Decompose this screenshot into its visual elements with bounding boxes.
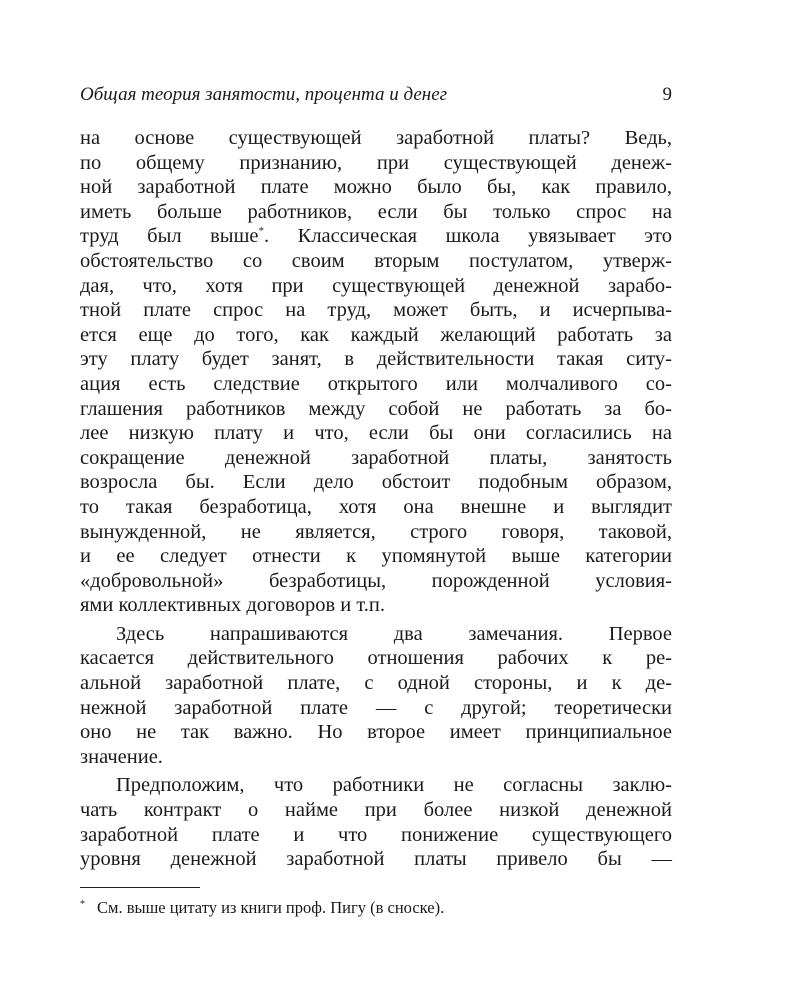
text-line: заработной плате и что понижение существующего <box>80 823 672 846</box>
text-line: оно не так важно. Но второе имеет принципиальное <box>80 721 672 744</box>
text-line: ация есть следствие открытого или молчаливого со- <box>80 372 672 395</box>
text-line: ется еще до того, как каждый желающий работать за <box>80 323 672 346</box>
text-line-with-footnote-ref <box>80 224 672 249</box>
text-line: и ее следует отнести к упомянутой выше категории <box>80 545 672 568</box>
text-line: «добровольной» безработицы, порожденной условия- <box>80 569 672 592</box>
text-line: уровня денежной заработной платы привело бы — <box>80 848 672 871</box>
text-line: по общему признанию, при существующей денеж- <box>80 151 672 174</box>
text-line: Здесь напрашиваются два замечания. Первое <box>116 622 672 645</box>
page-number: 9 <box>662 84 672 105</box>
body-text <box>80 126 672 872</box>
running-title: Общая теория занятости, процента и денег <box>80 84 448 105</box>
text-line: то такая безработица, хотя она внешне и выглядит <box>80 495 672 518</box>
text-line: возросла бы. Если дело обстоит подобным образом, <box>80 471 672 494</box>
text-line: тной плате спрос на труд, может быть, и исчерпыва- <box>80 299 672 322</box>
text-line: значение. <box>80 745 163 768</box>
text-line: ями коллективных договоров и т.п. <box>80 594 386 617</box>
text-line: нежной заработной плате — с другой; теоретически <box>80 696 672 719</box>
text-line: обстоятельство со своим вторым постулатом, утверж- <box>80 249 672 272</box>
text-line: дая, что, хотя при существующей денежной зарабо- <box>80 274 672 297</box>
text-line: альной заработной плате, с одной стороны, и к де- <box>80 672 672 695</box>
text-line: сокращение денежной заработной платы, занятость <box>80 446 672 469</box>
text-line: лее низкую плату и что, если бы они согласились на <box>80 422 672 445</box>
text-line: на основе существующей заработной платы? Ведь, <box>80 127 672 149</box>
footnote-text: См. выше цитату из книги проф. Пигу (в сноске). <box>97 898 445 917</box>
text-line: иметь больше работников, если бы только спрос на <box>80 200 672 223</box>
text-line: касается действительного отношения рабочих к ре- <box>80 647 672 670</box>
text-line: ной заработной плате можно было бы, как правило, <box>80 176 672 199</box>
text-line: Предположим, что работники не согласны заклю- <box>116 774 672 797</box>
running-head <box>80 84 672 114</box>
footnote-reference: * <box>258 225 264 238</box>
text-fragment: труд был выше <box>80 225 259 248</box>
text-fragment: . Классическая школа увязывает это <box>263 225 672 248</box>
footnote-rule <box>80 887 200 888</box>
text-line: вынужденной, не является, строго говоря, таковой, <box>80 520 672 543</box>
text-line: чать контракт о найме при более низкой денежной <box>80 799 672 822</box>
text-line: глашения работников между собой не работать за бо- <box>80 397 672 420</box>
text-line: эту плату будет занят, в действительности такая ситу- <box>80 348 672 371</box>
footnote <box>80 898 672 918</box>
footnote-mark: * <box>80 899 85 910</box>
book-page <box>80 0 672 1000</box>
